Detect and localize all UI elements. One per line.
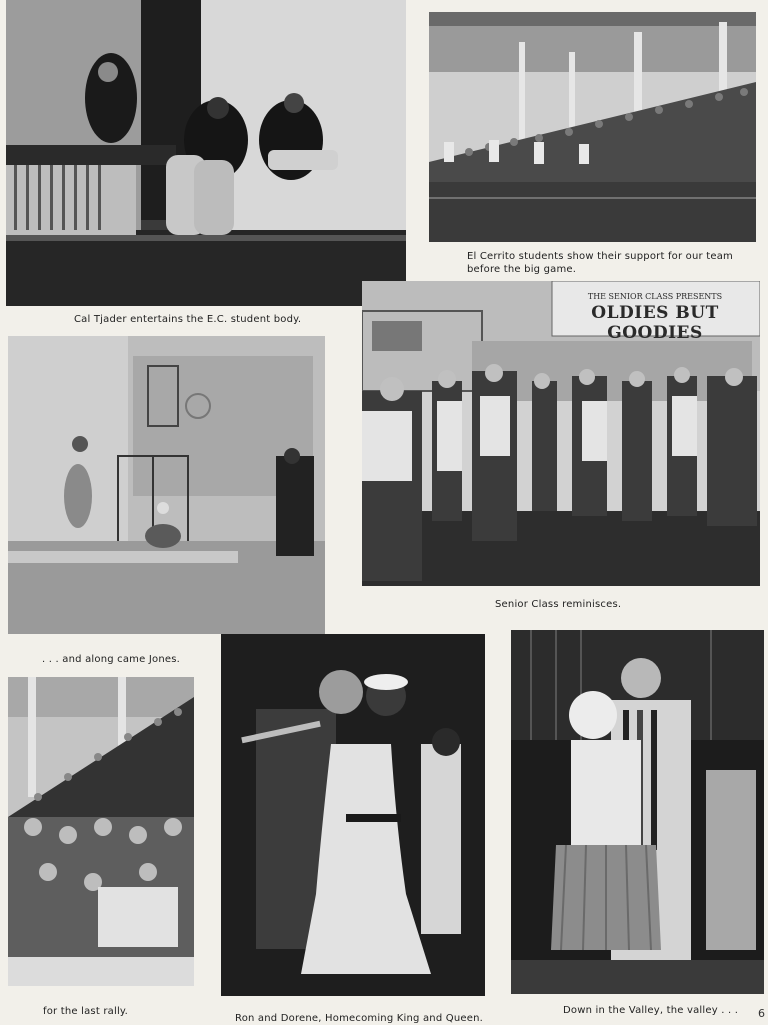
caption-jones: . . . and along came Jones. [42, 654, 180, 665]
photo-senior-class-dance [362, 281, 760, 586]
caption-el-cerrito-2: before the big game. [467, 264, 577, 275]
caption-cal-tjader: Cal Tjader entertains the E.C. student body. [74, 314, 302, 325]
photo-homecoming-king-queen [221, 634, 485, 996]
photo-cal-tjader-band [6, 0, 406, 306]
caption-valley: Down in the Valley, the valley . . . [563, 1005, 739, 1016]
photo-last-rally [8, 677, 194, 986]
banner-oldies-but-goodies [554, 285, 756, 343]
photo-el-cerrito-crowd [429, 12, 756, 242]
caption-last-rally: for the last rally. [43, 1006, 129, 1017]
page-number: 6 [758, 1007, 765, 1020]
caption-el-cerrito-1: El Cerrito students show their support for our team [467, 251, 733, 262]
banner-line-2: OLDIES BUT GOODIES [591, 303, 719, 343]
photo-along-came-jones [8, 336, 325, 634]
caption-senior-class: Senior Class reminisces. [495, 599, 622, 610]
caption-homecoming: Ron and Dorene, Homecoming King and Queen. [235, 1013, 483, 1024]
photo-down-in-the-valley [511, 630, 764, 994]
banner-line-1: THE SENIOR CLASS PRESENTS [587, 292, 723, 301]
